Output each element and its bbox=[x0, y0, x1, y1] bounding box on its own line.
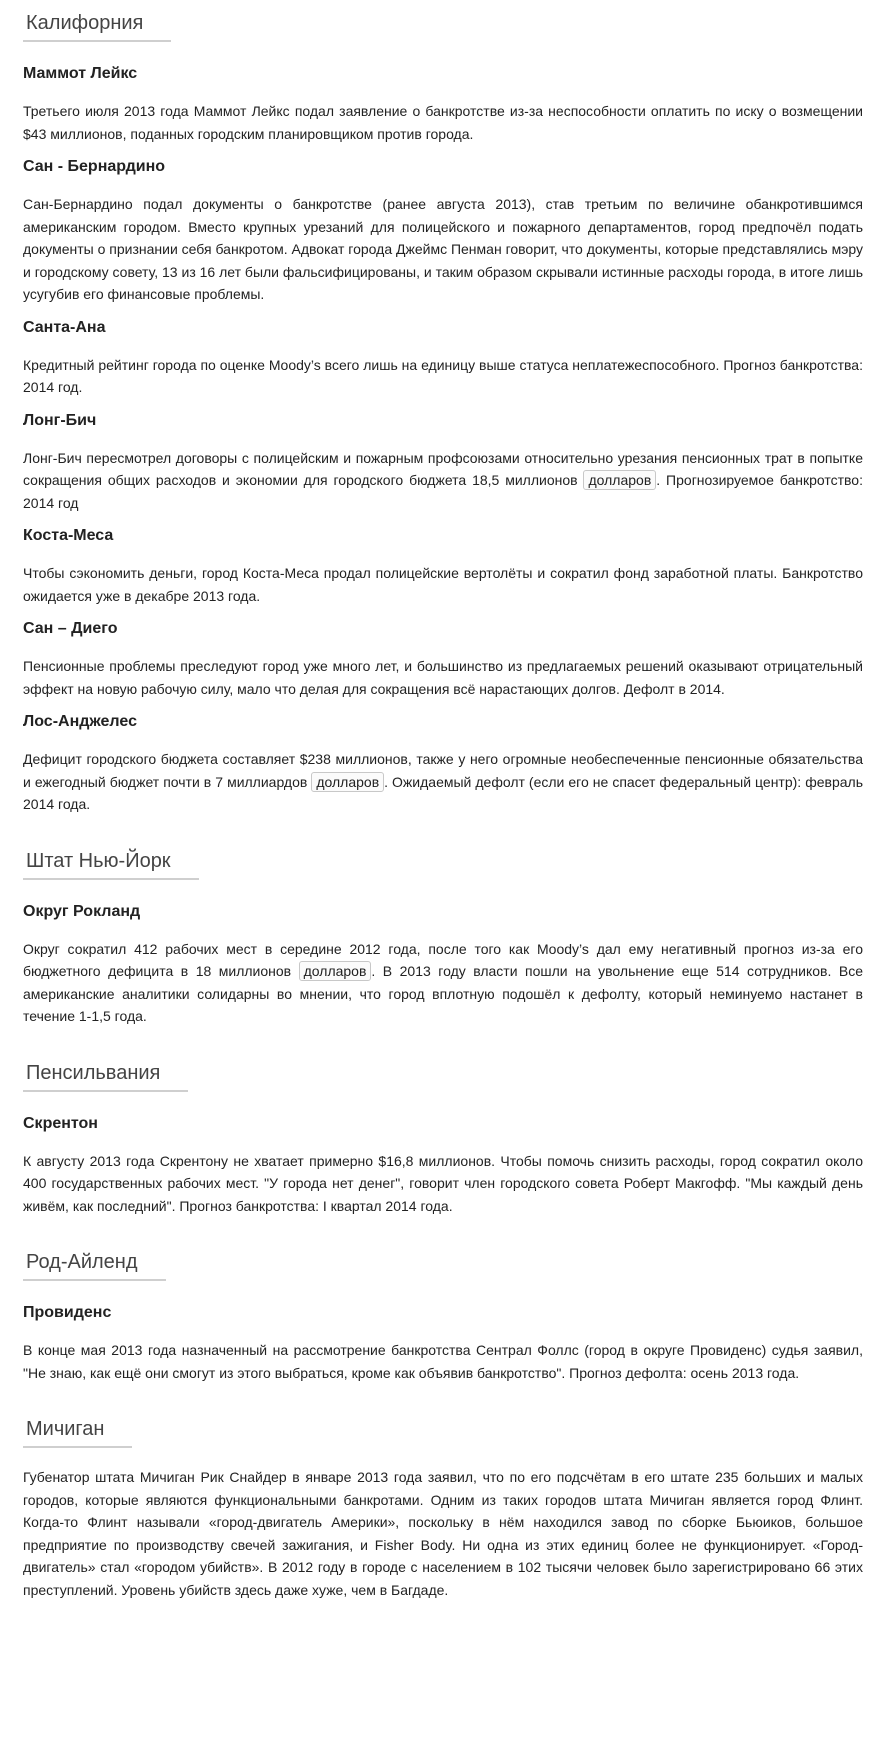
city-paragraph: Сан-Бернардино подал документы о банкротстве (ранее августа 2013), став третьим по величине обанкротившимся американским городом. Вместо крупных урезаний для полицейского и пожарного департаментов, город предпочёл подать документы о признании себя банкротом. Адвокат города Джеймс Пенман говорит, что документы, которые представлялись мэру и городскому совету, 13 из 16 лет были фальсифицированы, и таким образом скрывали истинные расходы города, в итоге лишь усугубив его финансовые проблемы. bbox=[23, 196, 863, 302]
state-heading: Род-Айленд bbox=[23, 1247, 166, 1281]
city-paragraph: Третьего июля 2013 года Маммот Лейкс подал заявление о банкротстве из-за неспособности оплатить по иску о возмещении $43 миллионов, поданных городским планировщиком против города. bbox=[23, 103, 863, 142]
paragraph-text: . Ожидаемый дефолт (если его не спасет федеральный центр): февраль 2014 года. bbox=[23, 773, 863, 812]
state-section-california bbox=[23, 8, 863, 816]
state-section-rhode-island bbox=[23, 1247, 863, 1384]
city-paragraph bbox=[23, 938, 863, 1028]
city-heading: Сан – Диего bbox=[23, 620, 118, 637]
city-heading: Округ Рокланд bbox=[23, 902, 141, 920]
state-paragraph: Губенатор штата Мичиган Рик Снайдер в январе 2013 года заявил, что по его подсчётам в его штате 235 больших и малых городов, которые являются функциональными банкротами. Одним из таких городов штата Мичиган является город Флинт. Когда-то Флинт называли «город-двигатель Америки», поскольку в нём находился завод по сборке Бьюиков, большое предприятие по производству свечей зажигания, и Fisher Body. Ни одна из этих единиц более не функционирует. «Город-двигатель» стал «городом убийств». В 2012 году в городе с населением в 102 тысячи человек было зарегистрировано 66 этих преступлений. Уровень убийств здесь даже хуже, чем в Багдаде. bbox=[23, 1469, 863, 1598]
currency-tag-link[interactable]: долларов bbox=[299, 961, 372, 981]
currency-tag-link[interactable]: долларов bbox=[311, 772, 384, 792]
city-paragraph: Кредитный рейтинг города по оценке Moody’s всего лишь на единицу выше статуса неплатежеспособного. Прогноз банкротства: 2014 год. bbox=[23, 356, 863, 395]
city-heading: Провиденс bbox=[23, 1304, 112, 1321]
city-paragraph: Пенсионные проблемы преследуют город уже много лет, и большинство из предлагаемых решений оказывают отрицательный эффект на новую рабочую силу, мало что делая для сокращения всё нарастающих долгов. Дефолт в 2014. bbox=[23, 658, 863, 697]
paragraph-text: Дефицит городского бюджета составляет $238 миллионов, также у него огромные необеспеченные пенсионные обязательства и ежегодный бюджет почти в 7 миллиардов bbox=[23, 751, 863, 790]
city-paragraph bbox=[23, 447, 863, 515]
state-section-michigan bbox=[23, 1414, 863, 1601]
currency-tag-link[interactable]: долларов bbox=[583, 470, 656, 490]
state-heading: Мичиган bbox=[23, 1414, 132, 1448]
paragraph-text: Округ сократил 412 рабочих мест в середине 2012 года, после того как Moody’s дал ему негативный прогноз из-за его бюджетного дефицита в 18 миллионов bbox=[23, 940, 863, 979]
state-heading: Пенсильвания bbox=[23, 1058, 188, 1092]
city-heading: Лонг-Бич bbox=[23, 411, 97, 429]
paragraph-text: . Прогнозируемое банкротство: 2014 год bbox=[23, 472, 863, 511]
city-heading: Скрентон bbox=[23, 1114, 98, 1132]
city-heading: Маммот Лейкс bbox=[23, 65, 138, 82]
paragraph-text: Лонг-Бич пересмотрел договоры с полицейским и пожарным профсоюзами относительно урезания пенсионных трат в попытке сокращения общих расходов и экономии для городского бюджета 18,5 миллионов bbox=[23, 449, 863, 488]
city-paragraph: В конце мая 2013 года назначенный на рассмотрение банкротства Сентрал Фоллс (город в округе Провиденс) судья заявил, "Не знаю, как ещё они смогут из этого выбраться, кроме как объявив банкротство". Прогноз дефолта: осень 2013 года. bbox=[23, 1342, 863, 1381]
state-section-new-york bbox=[23, 846, 863, 1028]
city-paragraph bbox=[23, 748, 863, 816]
state-heading: Штат Нью-Йорк bbox=[23, 846, 199, 880]
city-heading: Коста-Меса bbox=[23, 527, 114, 544]
state-section-pennsylvania bbox=[23, 1058, 863, 1218]
paragraph-text: . В 2013 году власти пошли на увольнение еще 514 сотрудников. Все американские аналитики солидарны во мнении, что город вплотную подошёл к дефолту, который неминуемо настанет в течение 1-1,5 года. bbox=[23, 963, 863, 1024]
city-heading: Лос-Анджелес bbox=[23, 713, 137, 730]
city-heading: Сан - Бернардино bbox=[23, 158, 166, 175]
city-heading: Санта-Ана bbox=[23, 318, 106, 336]
city-paragraph: Чтобы сэкономить деньги, город Коста-Меса продал полицейские вертолёты и сократил фонд заработной платы. Банкротство ожидается уже в декабре 2013 года. bbox=[23, 565, 863, 604]
state-heading: Калифорния bbox=[23, 8, 171, 42]
city-paragraph: К августу 2013 года Скрентону не хватает примерно $16,8 миллионов. Чтобы помочь снизить расходы, город сократил около 400 государственных рабочих мест. "У города нет денег", говорит член городского совета Роберт Макгофф. "Мы каждый день живём, как последний". Прогноз банкротства: I квартал 2014 года. bbox=[23, 1152, 863, 1214]
